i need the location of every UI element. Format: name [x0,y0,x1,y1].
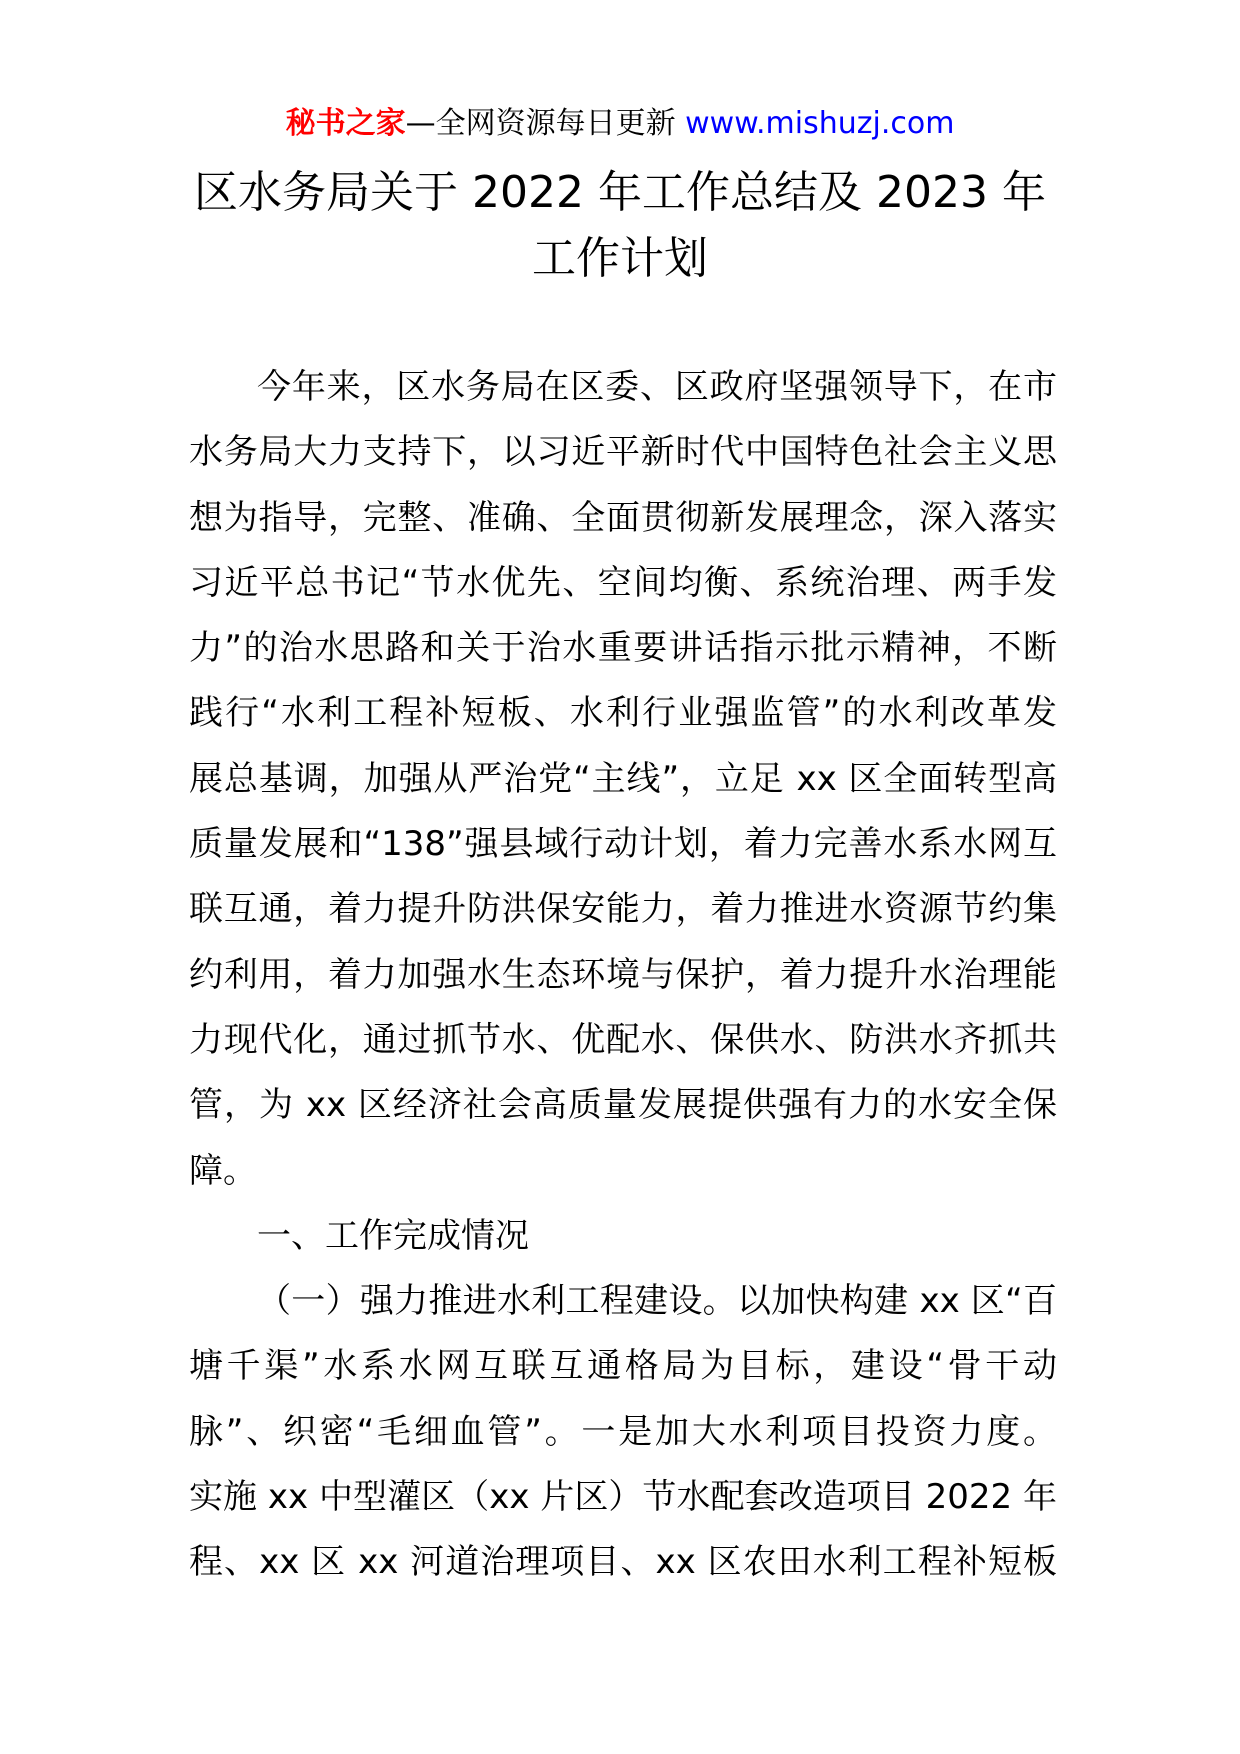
body-line: 塘千渠”水系水网互联互通格局为目标，建设“骨干动 [189,1346,1057,1387]
body-line: 实施 xx 中型灌区（xx 片区）节水配套改造项目 2022 年 [189,1477,1057,1518]
body-line: 想为指导，完整、准确、全面贯彻新发展理念，深入落实 [189,497,1057,538]
title-line-2: 工作计划 [532,233,708,284]
body-line: 脉”、织密“毛细血管”。一是加大水利项目投资力度。 [189,1411,1057,1452]
body-line: 管，为 xx 区经济社会高质量发展提供强有力的水安全保 [189,1085,1057,1126]
document-title [0,160,1240,292]
body-line: 质量发展和“138”强县域行动计划，着力完善水系水网互 [189,824,1057,865]
body-line: 力”的治水思路和关于治水重要讲话指示批示精神，不断 [189,628,1057,669]
brand-name: 秘书之家 [285,106,406,141]
body-line: 展总基调，加强从严治党“主线”，立足 xx 区全面转型高 [189,758,1057,799]
section-heading: 一、工作完成情况 [257,1215,529,1256]
body-line: 约利用，着力加强水生态环境与保护，着力提升水治理能 [189,954,1057,995]
body-line: 践行“水利工程补短板、水利行业强监管”的水利改革发 [189,693,1057,734]
document-body [189,355,1057,1596]
paragraph-intro [189,355,1057,1204]
body-line: 水务局大力支持下，以习近平新时代中国特色社会主义思 [189,432,1057,473]
body-line: 今年来，区水务局在区委、区政府坚强领导下，在市 [257,367,1057,407]
website-link[interactable]: www.mishuzj.com [685,106,955,141]
header-tagline: —全网资源每日更新 [405,106,676,141]
body-line: 障。 [189,1150,257,1191]
site-header [0,104,1240,144]
body-line: 习近平总书记“节水优先、空间均衡、系统治理、两手发 [189,562,1057,603]
body-line: （一）强力推进水利工程建设。以加快构建 xx 区“百 [257,1281,1057,1322]
body-line: 程、xx 区 xx 河道治理项目、xx 区农田水利工程补短板 [189,1542,1057,1583]
paragraph-section-1 [189,1269,1057,1595]
title-line-1: 区水务局关于 2022 年工作总结及 2023 年 [194,167,1046,218]
body-line: 力现代化，通过抓节水、优配水、保供水、防洪水齐抓共 [189,1019,1057,1060]
body-line: 联互通，着力提升防洪保安能力，着力推进水资源节约集 [189,889,1057,930]
